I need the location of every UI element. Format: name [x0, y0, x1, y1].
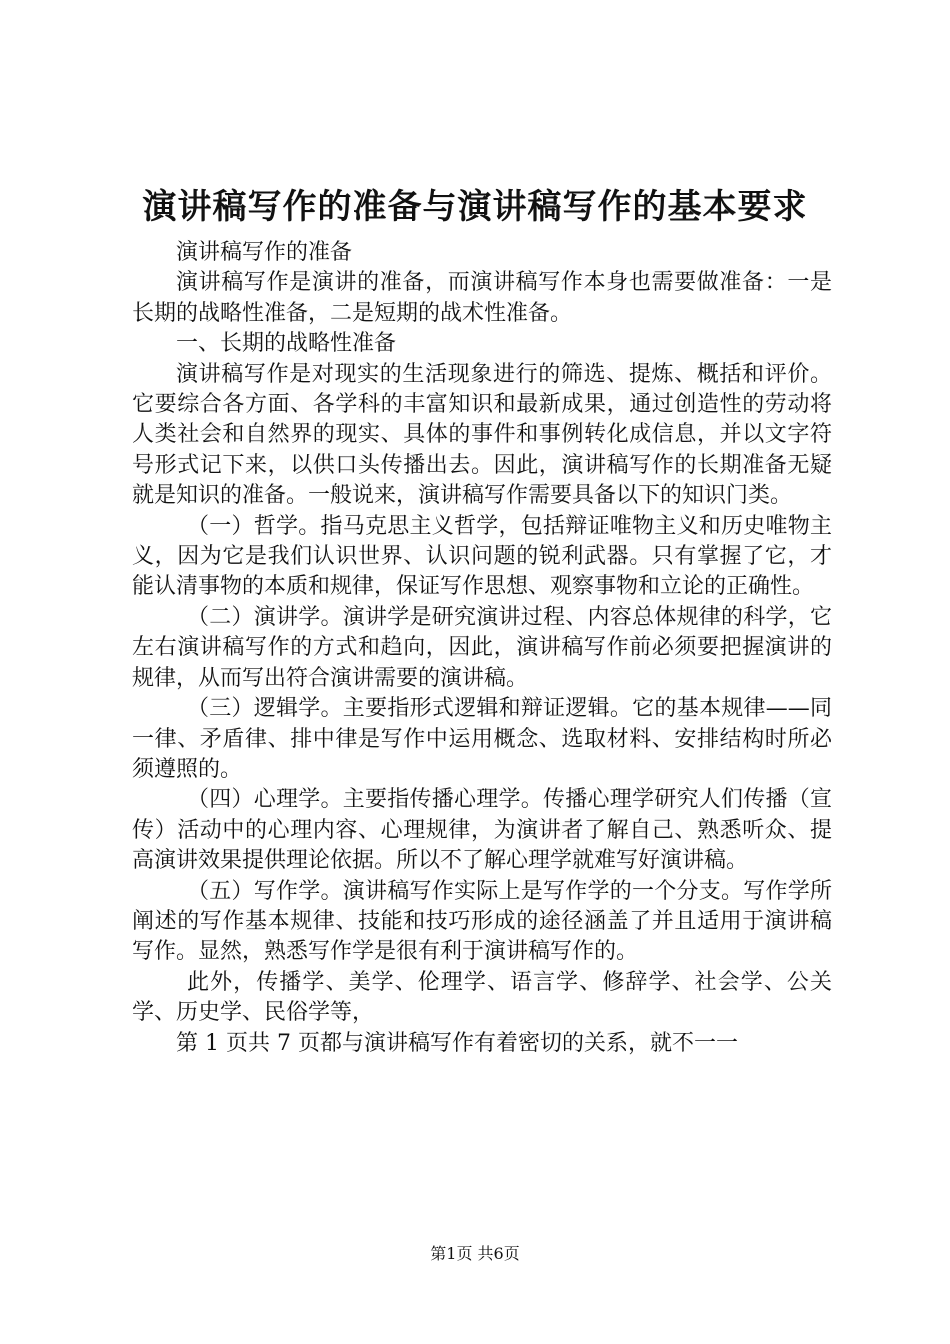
paragraph: 演讲稿写作是对现实的生活现象进行的筛选、提炼、概括和评价。它要综合各方面、各学科的丰富知识和最新成果，通过创造性的劳动将人类社会和自然界的现实、具体的事件和事例转化成信息，并以文字符号形式记下来，以供口头传播出去。因此，演讲稿写作的长期准备无疑就是知识的准备。一般说来，演讲稿写作需要具备以下的知识门类。: [132, 361, 832, 509]
list-item: （五）写作学。演讲稿写作实际上是写作学的一个分支。写作学所阐述的写作基本规律、技能和技巧形成的途径涵盖了并且适用于演讲稿写作。显然，熟悉写作学是很有利于演讲稿写作的。: [132, 878, 832, 965]
list-item: （四）心理学。主要指传播心理学。传播心理学研究人们传播（宣传）活动中的心理内容、心理规律，为演讲者了解自己、熟悉听众、提高演讲效果提供理论依据。所以不了解心理学就难写好演讲稿。: [132, 787, 832, 874]
list-item: （一）哲学。指马克思主义哲学，包括辩证唯物主义和历史唯物主义，因为它是我们认识世界、认识问题的锐利武器。只有掌握了它，才能认清事物的本质和规律，保证写作思想、观察事物和立论的正确性。: [132, 513, 832, 600]
paragraph: 第 1 页共 7 页都与演讲稿写作有着密切的关系，就不一一: [176, 1030, 738, 1056]
section-heading: 一、长期的战略性准备: [176, 331, 397, 357]
page-footer: 第1页 共6页: [430, 1244, 520, 1263]
paragraph: 演讲稿写作是演讲的准备，而演讲稿写作本身也需要做准备：一是长期的战略性准备，二是短期的战术性准备。: [132, 270, 832, 326]
list-item: （二）演讲学。演讲学是研究演讲过程、内容总体规律的科学，它左右演讲稿写作的方式和趋向，因此，演讲稿写作前必须要把握演讲的规律，从而写出符合演讲需要的演讲稿。: [132, 604, 832, 691]
document-title: 演讲稿写作的准备与演讲稿写作的基本要求: [142, 187, 808, 227]
list-item: （三）逻辑学。主要指形式逻辑和辩证逻辑。它的基本规律——同一律、矛盾律、排中律是写作中运用概念、选取材料、安排结构时所必须遵照的。: [132, 696, 832, 782]
document-body: [132, 238, 832, 1059]
paragraph: 此外，传播学、美学、伦理学、语言学、修辞学、社会学、公关学、历史学、民俗学等，: [132, 969, 832, 1026]
section-heading: 演讲稿写作的准备: [176, 240, 353, 265]
